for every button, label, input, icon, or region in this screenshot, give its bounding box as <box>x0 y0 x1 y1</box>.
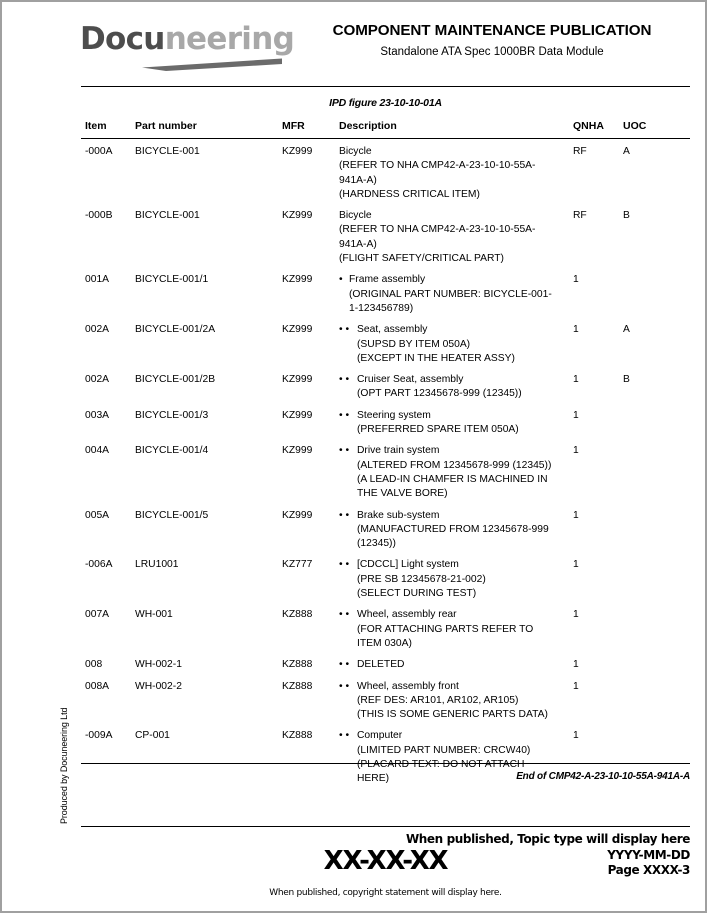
cell-item: 008 <box>85 659 103 671</box>
cell-part-number: WH-002-2 <box>135 680 182 692</box>
table-body <box>81 139 690 787</box>
column-header-mfr: MFR <box>282 120 305 132</box>
description-text: DELETED <box>357 659 405 671</box>
description-continuation-line: (REF DES: AR101, AR102, AR105) <box>357 694 519 706</box>
indent-bullet-icon: • • <box>339 609 350 621</box>
table-bottom-divider <box>81 763 690 764</box>
cell-qnha: 1 <box>573 730 579 742</box>
table-row <box>81 558 690 601</box>
footer-copyright: When published, copyright statement will display here. <box>269 888 502 898</box>
cell-qnha: 1 <box>573 274 579 286</box>
cell-part-number: BICYCLE-001 <box>135 210 200 222</box>
logo-text-primary: Docu <box>80 21 165 57</box>
indent-bullet-icon: • • <box>339 374 350 386</box>
description-main-line <box>339 509 589 523</box>
indent-bullet-icon: • • <box>339 680 350 692</box>
description-continuation-line: ITEM 030A) <box>357 637 412 649</box>
column-header-item: Item <box>85 120 107 132</box>
description-continuation-line: (HARDNESS CRITICAL ITEM) <box>339 188 480 200</box>
cell-qnha: 1 <box>573 445 579 457</box>
description-text: Cruiser Seat, assembly <box>357 374 464 386</box>
cell-item: -000A <box>85 146 113 157</box>
description-main-line <box>339 444 589 458</box>
cell-description <box>339 658 589 672</box>
page-subtitle: Standalone ATA Spec 1000BR Data Module <box>380 46 604 58</box>
cell-mfr: KZ999 <box>282 445 313 457</box>
footer-page-number: Page XXXX-3 <box>607 863 690 877</box>
cell-item: -009A <box>85 730 113 742</box>
table-row <box>81 509 690 552</box>
cell-item: -000B <box>85 210 113 222</box>
cell-part-number: BICYCLE-001/3 <box>135 409 209 421</box>
footer-chapter-code: XX-XX-XX <box>323 846 448 876</box>
indent-bullet-icon: • • <box>339 445 350 457</box>
cell-part-number: BICYCLE-001 <box>135 146 200 157</box>
cell-item: 008A <box>85 680 110 692</box>
cell-description <box>339 509 589 552</box>
description-continuation-line: (MANUFACTURED FROM 12345678-999 <box>357 523 549 535</box>
cell-description <box>339 444 589 501</box>
cell-mfr: KZ888 <box>282 659 313 671</box>
cell-part-number: BICYCLE-001/5 <box>135 509 209 521</box>
description-continuation-line: (ALTERED FROM 12345678-999 (12345)) <box>357 459 552 471</box>
cell-part-number: WH-002-1 <box>135 659 182 671</box>
description-continuation-line: (REFER TO NHA CMP42-A-23-10-10-55A- <box>339 224 536 236</box>
indent-bullet-icon: • <box>339 274 343 286</box>
description-continuation-line: (FOR ATTACHING PARTS REFER TO <box>357 623 534 635</box>
figure-caption: IPD figure 23-10-10-01A <box>329 97 442 109</box>
cell-item: 003A <box>85 409 110 421</box>
cell-item: 007A <box>85 609 110 621</box>
description-main-line <box>339 323 589 337</box>
cell-description <box>339 409 589 438</box>
cell-qnha: 1 <box>573 609 579 621</box>
indent-bullet-icon: • • <box>339 324 350 336</box>
description-continuation-line: (A LEAD-IN CHAMFER IS MACHINED IN <box>357 473 548 485</box>
indent-bullet-icon: • • <box>339 730 350 742</box>
cell-description <box>339 680 589 723</box>
page-header <box>2 2 707 80</box>
description-text: Computer <box>357 730 403 742</box>
cell-description <box>339 209 589 266</box>
cell-mfr: KZ888 <box>282 609 313 621</box>
table-row <box>81 658 690 672</box>
indent-bullet-icon: • • <box>339 659 350 671</box>
producer-sidenote: Produced by Docuneering Ltd <box>59 707 69 824</box>
description-text: Brake sub-system <box>357 509 440 521</box>
table-row <box>81 444 690 501</box>
description-text: [CDCCL] Light system <box>357 559 459 571</box>
footer-date: YYYY-MM-DD <box>607 847 690 862</box>
logo-wordmark <box>80 21 295 57</box>
description-text: Steering system <box>357 409 431 421</box>
page-footer <box>81 829 690 909</box>
cell-qnha: 1 <box>573 409 579 421</box>
cell-mfr: KZ777 <box>282 559 313 571</box>
description-continuation-line: 1-123456789) <box>349 302 414 314</box>
description-continuation-line: (LIMITED PART NUMBER: CRCW40) <box>357 744 531 756</box>
title-block <box>287 21 697 61</box>
cell-description <box>339 323 589 366</box>
cell-mfr: KZ999 <box>282 374 313 386</box>
cell-mfr: KZ999 <box>282 274 313 286</box>
cell-mfr: KZ999 <box>282 509 313 521</box>
description-continuation-line: (PREFERRED SPARE ITEM 050A) <box>357 424 519 436</box>
description-main-line <box>339 373 589 387</box>
description-continuation-line: (ORIGINAL PART NUMBER: BICYCLE-001- <box>349 288 552 300</box>
cell-item: 001A <box>85 274 110 286</box>
table-row <box>81 209 690 266</box>
cell-item: 002A <box>85 374 110 386</box>
column-header-uoc: UOC <box>623 120 647 132</box>
cell-part-number: BICYCLE-001/2A <box>135 324 216 336</box>
cell-qnha: 1 <box>573 680 579 692</box>
cell-item: 002A <box>85 324 110 336</box>
table-row <box>81 323 690 366</box>
indent-bullet-icon: • • <box>339 559 350 571</box>
cell-uoc: A <box>623 324 630 336</box>
description-continuation-line: (REFER TO NHA CMP42-A-23-10-10-55A- <box>339 160 536 172</box>
cell-qnha: 1 <box>573 509 579 521</box>
description-main-line <box>339 409 589 423</box>
cell-mfr: KZ999 <box>282 210 313 222</box>
table-row <box>81 608 690 651</box>
table-row <box>81 409 690 438</box>
description-main-line <box>339 608 589 622</box>
description-continuation-line: (EXCEPT IN THE HEATER ASSY) <box>357 352 515 364</box>
table-header-row <box>81 119 690 136</box>
description-main-line <box>339 145 589 159</box>
cell-mfr: KZ888 <box>282 680 313 692</box>
footer-topic-type: When published, Topic type will display here <box>405 832 690 846</box>
cell-uoc: B <box>623 374 630 386</box>
cell-part-number: BICYCLE-001/4 <box>135 445 209 457</box>
cell-uoc: B <box>623 210 630 222</box>
cell-part-number: BICYCLE-001/2B <box>135 374 216 386</box>
cell-part-number: CP-001 <box>135 730 170 742</box>
ipd-table <box>81 119 690 794</box>
cell-qnha: 1 <box>573 324 579 336</box>
cell-mfr: KZ999 <box>282 324 313 336</box>
description-continuation-line: 941A-A) <box>339 174 377 186</box>
table-row <box>81 273 690 316</box>
description-continuation-line: HERE) <box>357 773 390 785</box>
description-continuation-line: (12345)) <box>357 538 396 550</box>
table-row <box>81 373 690 402</box>
description-text: Frame assembly <box>349 274 426 286</box>
column-header-qnha: QNHA <box>573 120 604 132</box>
cell-uoc: A <box>623 146 630 157</box>
page-title: COMPONENT MAINTENANCE PUBLICATION <box>332 22 652 39</box>
cell-mfr: KZ999 <box>282 146 313 157</box>
swoosh-icon <box>142 58 282 71</box>
cell-qnha: RF <box>573 210 587 222</box>
cell-description <box>339 558 589 601</box>
logo-text-secondary: neering <box>164 21 295 57</box>
description-continuation-line: 941A-A) <box>339 238 377 250</box>
description-continuation-line: (SUPSD BY ITEM 050A) <box>357 338 471 350</box>
company-logo <box>80 21 295 73</box>
description-continuation-line: (SELECT DURING TEST) <box>357 588 477 600</box>
cell-item: 004A <box>85 445 110 457</box>
description-text: Wheel, assembly rear <box>357 609 457 621</box>
indent-bullet-icon: • • <box>339 509 350 521</box>
description-continuation-line: (THIS IS SOME GENERIC PARTS DATA) <box>357 709 548 721</box>
column-header-part-number: Part number <box>135 120 197 132</box>
cell-description <box>339 145 589 202</box>
description-main-line <box>339 209 589 223</box>
cell-mfr: KZ999 <box>282 409 313 421</box>
description-continuation-line: (PRE SB 12345678-21-002) <box>357 573 486 585</box>
cell-item: 005A <box>85 509 110 521</box>
description-text: Drive train system <box>357 445 440 457</box>
column-header-description: Description <box>339 120 397 132</box>
cell-description <box>339 373 589 402</box>
cell-part-number: WH-001 <box>135 609 173 621</box>
description-main-line <box>339 729 589 743</box>
footer-divider <box>81 826 690 827</box>
description-main-line <box>339 273 589 287</box>
cell-qnha: RF <box>573 146 587 157</box>
description-continuation-line: (PLACARD TEXT: DO NOT ATTACH <box>357 758 525 770</box>
cell-mfr: KZ888 <box>282 730 313 742</box>
description-text: Bicycle <box>339 210 372 222</box>
description-text: Bicycle <box>339 146 372 157</box>
description-continuation-line: THE VALVE BORE) <box>357 488 448 500</box>
indent-bullet-icon: • • <box>339 409 350 421</box>
cell-description <box>339 608 589 651</box>
cell-qnha: 1 <box>573 559 579 571</box>
description-main-line <box>339 558 589 572</box>
table-row <box>81 145 690 202</box>
cell-qnha: 1 <box>573 374 579 386</box>
header-divider <box>81 86 690 87</box>
table-row <box>81 680 690 723</box>
cell-item: -006A <box>85 559 113 571</box>
end-of-datamodule-note: End of CMP42-A-23-10-10-55A-941A-A <box>516 771 690 782</box>
description-text: Wheel, assembly front <box>357 680 459 692</box>
description-main-line <box>339 680 589 694</box>
description-text: Seat, assembly <box>357 324 428 336</box>
description-continuation-line: (OPT PART 12345678-999 (12345)) <box>357 388 522 400</box>
cell-description <box>339 273 589 316</box>
cell-part-number: LRU1001 <box>135 559 179 571</box>
description-main-line <box>339 658 589 672</box>
description-continuation-line: (FLIGHT SAFETY/CRITICAL PART) <box>339 253 504 265</box>
cell-part-number: BICYCLE-001/1 <box>135 274 209 286</box>
cell-qnha: 1 <box>573 659 579 671</box>
